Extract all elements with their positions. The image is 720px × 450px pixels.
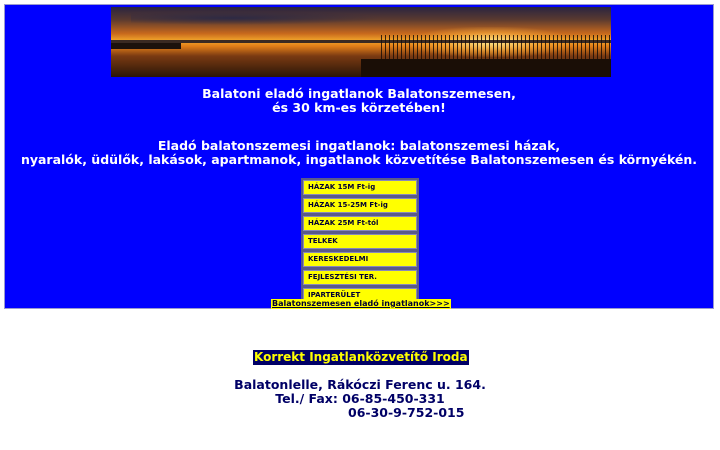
banner-clouds: [131, 11, 381, 25]
menu-item-development[interactable]: FEJLESZTÉSI TER.: [303, 270, 417, 285]
banner-pier: [111, 43, 181, 49]
menu-item-houses-15-25m[interactable]: HÁZAK 15-25M Ft-ig: [303, 198, 417, 213]
menu-item-houses-25m[interactable]: HÁZAK 25M Ft-tól: [303, 216, 417, 231]
company-name: Korrekt Ingatlanközvetítő Iroda: [254, 350, 468, 364]
menu-item-houses-15m[interactable]: HÁZAK 15M Ft-ig: [303, 180, 417, 195]
page-headline: [5, 87, 713, 115]
main-panel: [4, 4, 714, 309]
subheadline-line-2: nyaralók, üdülők, lakások, apartmanok, ingatlanok közvetítése Balatonszemesen és környékén.: [20, 152, 698, 167]
menu-item-commercial[interactable]: KERESKEDELMI: [303, 252, 417, 267]
sunset-lake-image: [111, 7, 611, 77]
menu-item-industrial[interactable]: IPARTERÜLET: [303, 288, 417, 303]
category-menu: [301, 178, 419, 305]
menu-item-plots[interactable]: TELKEK: [303, 234, 417, 249]
banner-reeds-base: [361, 59, 611, 77]
company-address: Balatonlelle, Rákóczi Ferenc u. 164.: [234, 377, 486, 392]
page-subheadline: [5, 139, 713, 167]
subheadline-line-1: Eladó balatonszemesi ingatlanok: balatonszemesi házak,: [157, 138, 561, 153]
headline-line-1: Balatoni eladó ingatlanok Balatonszemesen,: [202, 86, 516, 101]
headline-line-2: és 30 km-es körzetében!: [272, 100, 446, 115]
company-mobile: 06-30-9-752-015: [348, 405, 465, 420]
listings-link[interactable]: Balatonszemesen eladó ingatlanok>>>: [272, 299, 450, 308]
company-phone-fax: Tel./ Fax: 06-85-450-331: [275, 391, 445, 406]
